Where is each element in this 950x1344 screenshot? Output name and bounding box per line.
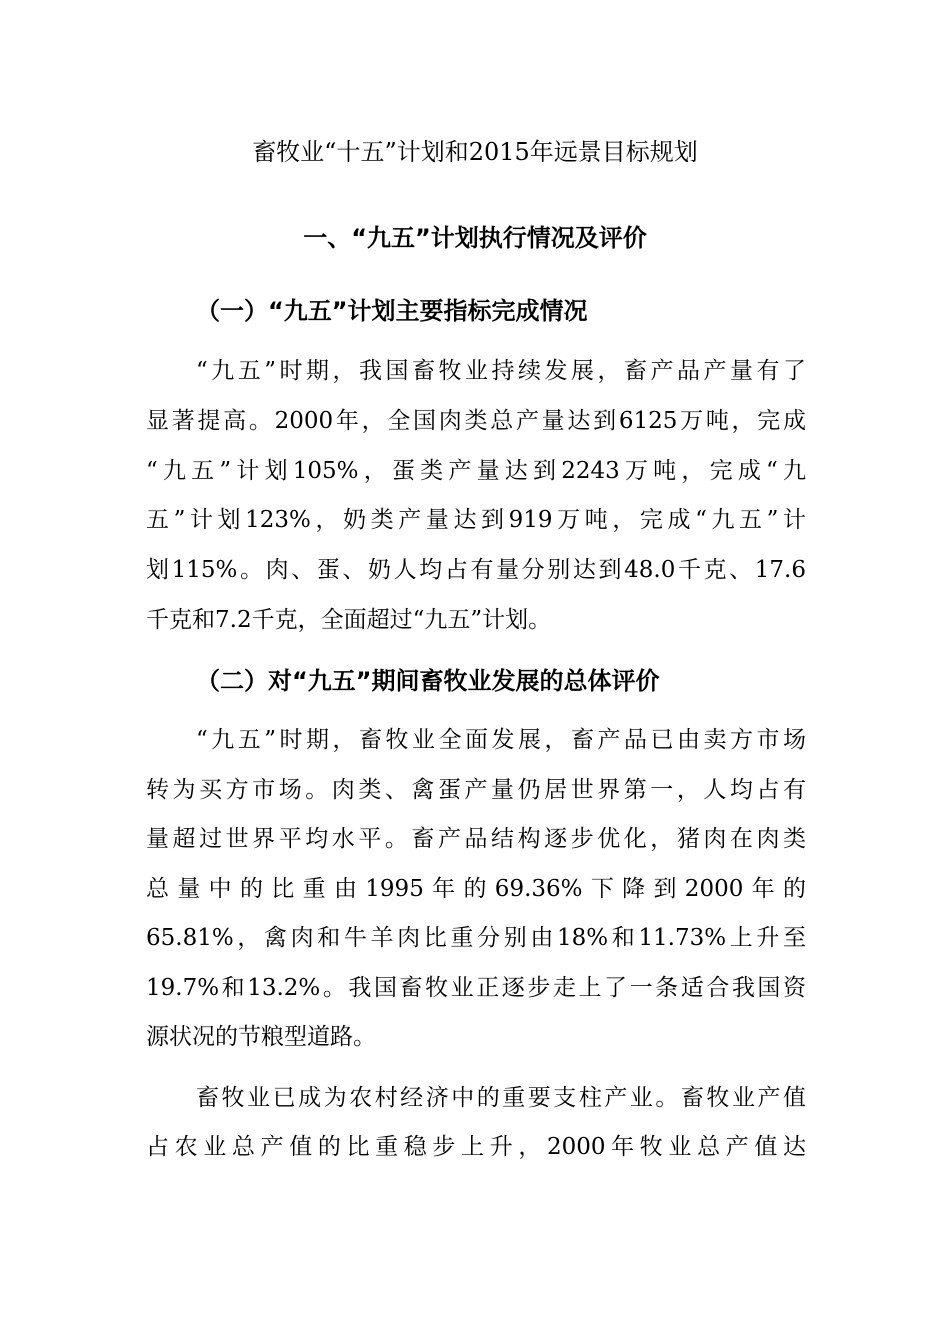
subsection-heading-1: （一）“九五”计划主要指标完成情况 (196, 297, 588, 325)
paragraph-line: 19.7%和13.2%。我国畜牧业正逐步走上了一条适合我国资 (146, 975, 806, 1001)
section-heading: 一、“九五”计划执行情况及评价 (303, 224, 647, 252)
paragraph-line: 65.81%，禽肉和牛羊肉比重分别由18%和11.73%上升至 (146, 925, 806, 951)
paragraph-line: 源状况的节粮型道路。 (146, 1024, 376, 1050)
paragraph-line: 畜牧业已成为农村经济中的重要支柱产业。畜牧业产值 (196, 1085, 806, 1111)
paragraph-line: “九五”时期，我国畜牧业持续发展，畜产品产量有了 (196, 358, 806, 384)
paragraph-line: 转为买方市场。肉类、禽蛋产量仍居世界第一，人均占有 (146, 777, 806, 803)
paragraph-line: “九五”时期，畜牧业全面发展，畜产品已由卖方市场 (196, 727, 806, 753)
paragraph-line: 占农业总产值的比重稳步上升，2000年牧业总产值达 (146, 1134, 806, 1160)
paragraph-line: 划115%。肉、蛋、奶人均占有量分别达到48.0千克、17.6 (146, 557, 806, 583)
paragraph-line: 五”计划123%，奶类产量达到919万吨，完成“九五”计 (146, 507, 806, 533)
subsection-heading-2: （二）对“九五”期间畜牧业发展的总体评价 (196, 667, 660, 695)
document-title: 畜牧业“十五”计划和2015年远景目标规划 (252, 138, 698, 166)
paragraph-line: “九五”计划105%，蛋类产量达到2243万吨，完成“九 (146, 458, 806, 484)
paragraph-line: 量超过世界平均水平。畜产品结构逐步优化，猪肉在肉类 (146, 826, 806, 852)
paragraph-line: 显著提高。2000年，全国肉类总产量达到6125万吨，完成 (146, 408, 806, 434)
paragraph-line: 千克和7.2千克，全面超过“九五”计划。 (146, 607, 552, 633)
paragraph-line: 总量中的比重由1995年的69.36%下降到2000年的 (146, 876, 806, 902)
